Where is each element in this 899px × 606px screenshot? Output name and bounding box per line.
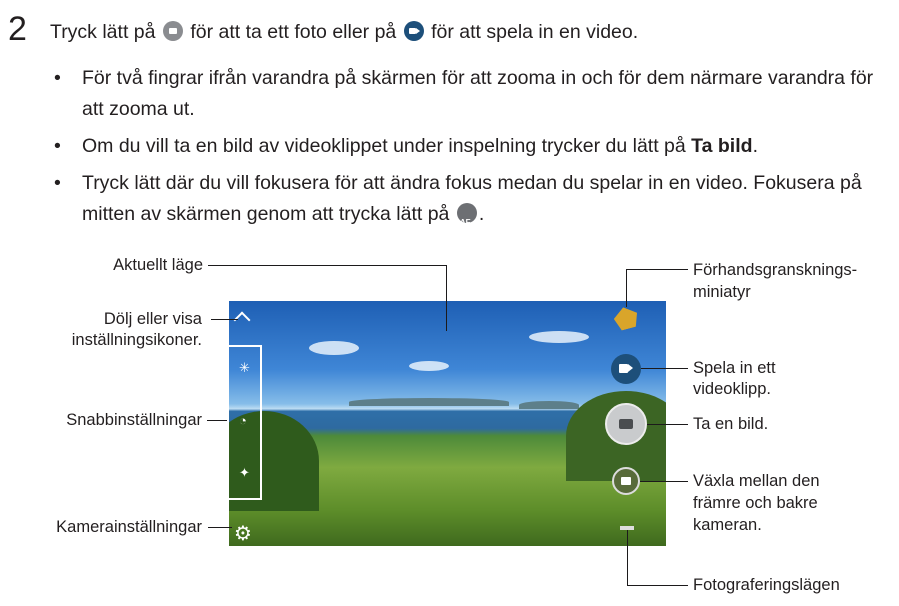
camera-preview[interactable] [229, 301, 666, 546]
flash-icon[interactable]: ✳ [239, 360, 250, 375]
leader-line [640, 481, 688, 482]
tip-zoom-text: För två fingrar ifrån varandra på skärmen för att zooma in och för dem närmare varandra för att zooma ut. [82, 67, 874, 120]
bullet-dot: • [54, 135, 61, 157]
label-toggle-settings-1: Dölj eller visa [103, 310, 202, 328]
leader-line [647, 424, 688, 425]
leader-line [208, 265, 447, 266]
camera-icon [163, 21, 183, 41]
label-preview-1: Förhandsgransknings- [693, 261, 858, 279]
leader-line [626, 269, 627, 307]
tip-focus-end: . [478, 203, 485, 225]
leader-line [627, 530, 628, 586]
label-record-2: videoklipp. [693, 380, 771, 398]
label-switch-1: Växla mellan den [693, 472, 820, 490]
tip-capture-text: Om du vill ta en bild av videoklippet under inspelning trycker du lätt på [82, 135, 686, 157]
tip-focus-text: Tryck lätt där du vill fokusera för att ändra fokus medan du spelar in en video. Fokusera på mitten av skärmen genom att trycka lätt på [82, 172, 862, 225]
bullet-dot: • [54, 67, 61, 89]
cloud [409, 361, 449, 371]
gear-icon[interactable]: ⚙ [234, 521, 252, 545]
timer-icon[interactable]: ◔ [239, 413, 247, 428]
label-preview-2: miniatyr [693, 283, 751, 301]
leader-line [627, 585, 688, 586]
label-shooting-modes: Fotograferingslägen [693, 576, 840, 594]
tip-zoom [54, 63, 894, 125]
record-button[interactable] [611, 354, 641, 384]
island [349, 398, 509, 406]
step-text-3: för att spela in en video. [431, 21, 639, 43]
island [519, 401, 579, 409]
leader-line [446, 265, 447, 331]
cloud [309, 341, 359, 355]
switch-camera-button[interactable] [612, 467, 640, 495]
tip-capture-bold: Ta bild [691, 135, 753, 157]
leader-line [641, 368, 688, 369]
tip-list [54, 63, 894, 236]
label-camera-settings: Kamerainställningar [56, 518, 202, 536]
tip-capture-end: . [752, 135, 758, 157]
leader-line [207, 420, 227, 421]
tip-focus [54, 168, 894, 230]
leader-line [626, 269, 688, 270]
leader-line [208, 527, 232, 528]
step-number: 2 [8, 10, 27, 48]
step-instruction [50, 20, 638, 44]
label-switch-2: främre och bakre [693, 494, 818, 512]
af-icon [457, 203, 477, 223]
video-icon [404, 21, 424, 41]
shutter-button[interactable] [605, 403, 647, 445]
leader-line [211, 319, 238, 320]
label-switch-3: kameran. [693, 516, 762, 534]
filter-icon[interactable]: ✦ [239, 465, 250, 480]
label-quick-settings: Snabbinställningar [66, 411, 202, 429]
label-current-mode: Aktuellt läge [113, 256, 203, 274]
tip-capture [54, 131, 894, 162]
cloud [529, 331, 589, 343]
bullet-dot: • [54, 172, 61, 194]
label-take-picture: Ta en bild. [693, 415, 769, 433]
step-text-1: Tryck lätt på [50, 21, 156, 43]
label-toggle-settings-2: inställningsikoner. [71, 331, 202, 349]
label-record-1: Spela in ett [693, 359, 776, 377]
step-text-2: för att ta ett foto eller på [190, 21, 397, 43]
